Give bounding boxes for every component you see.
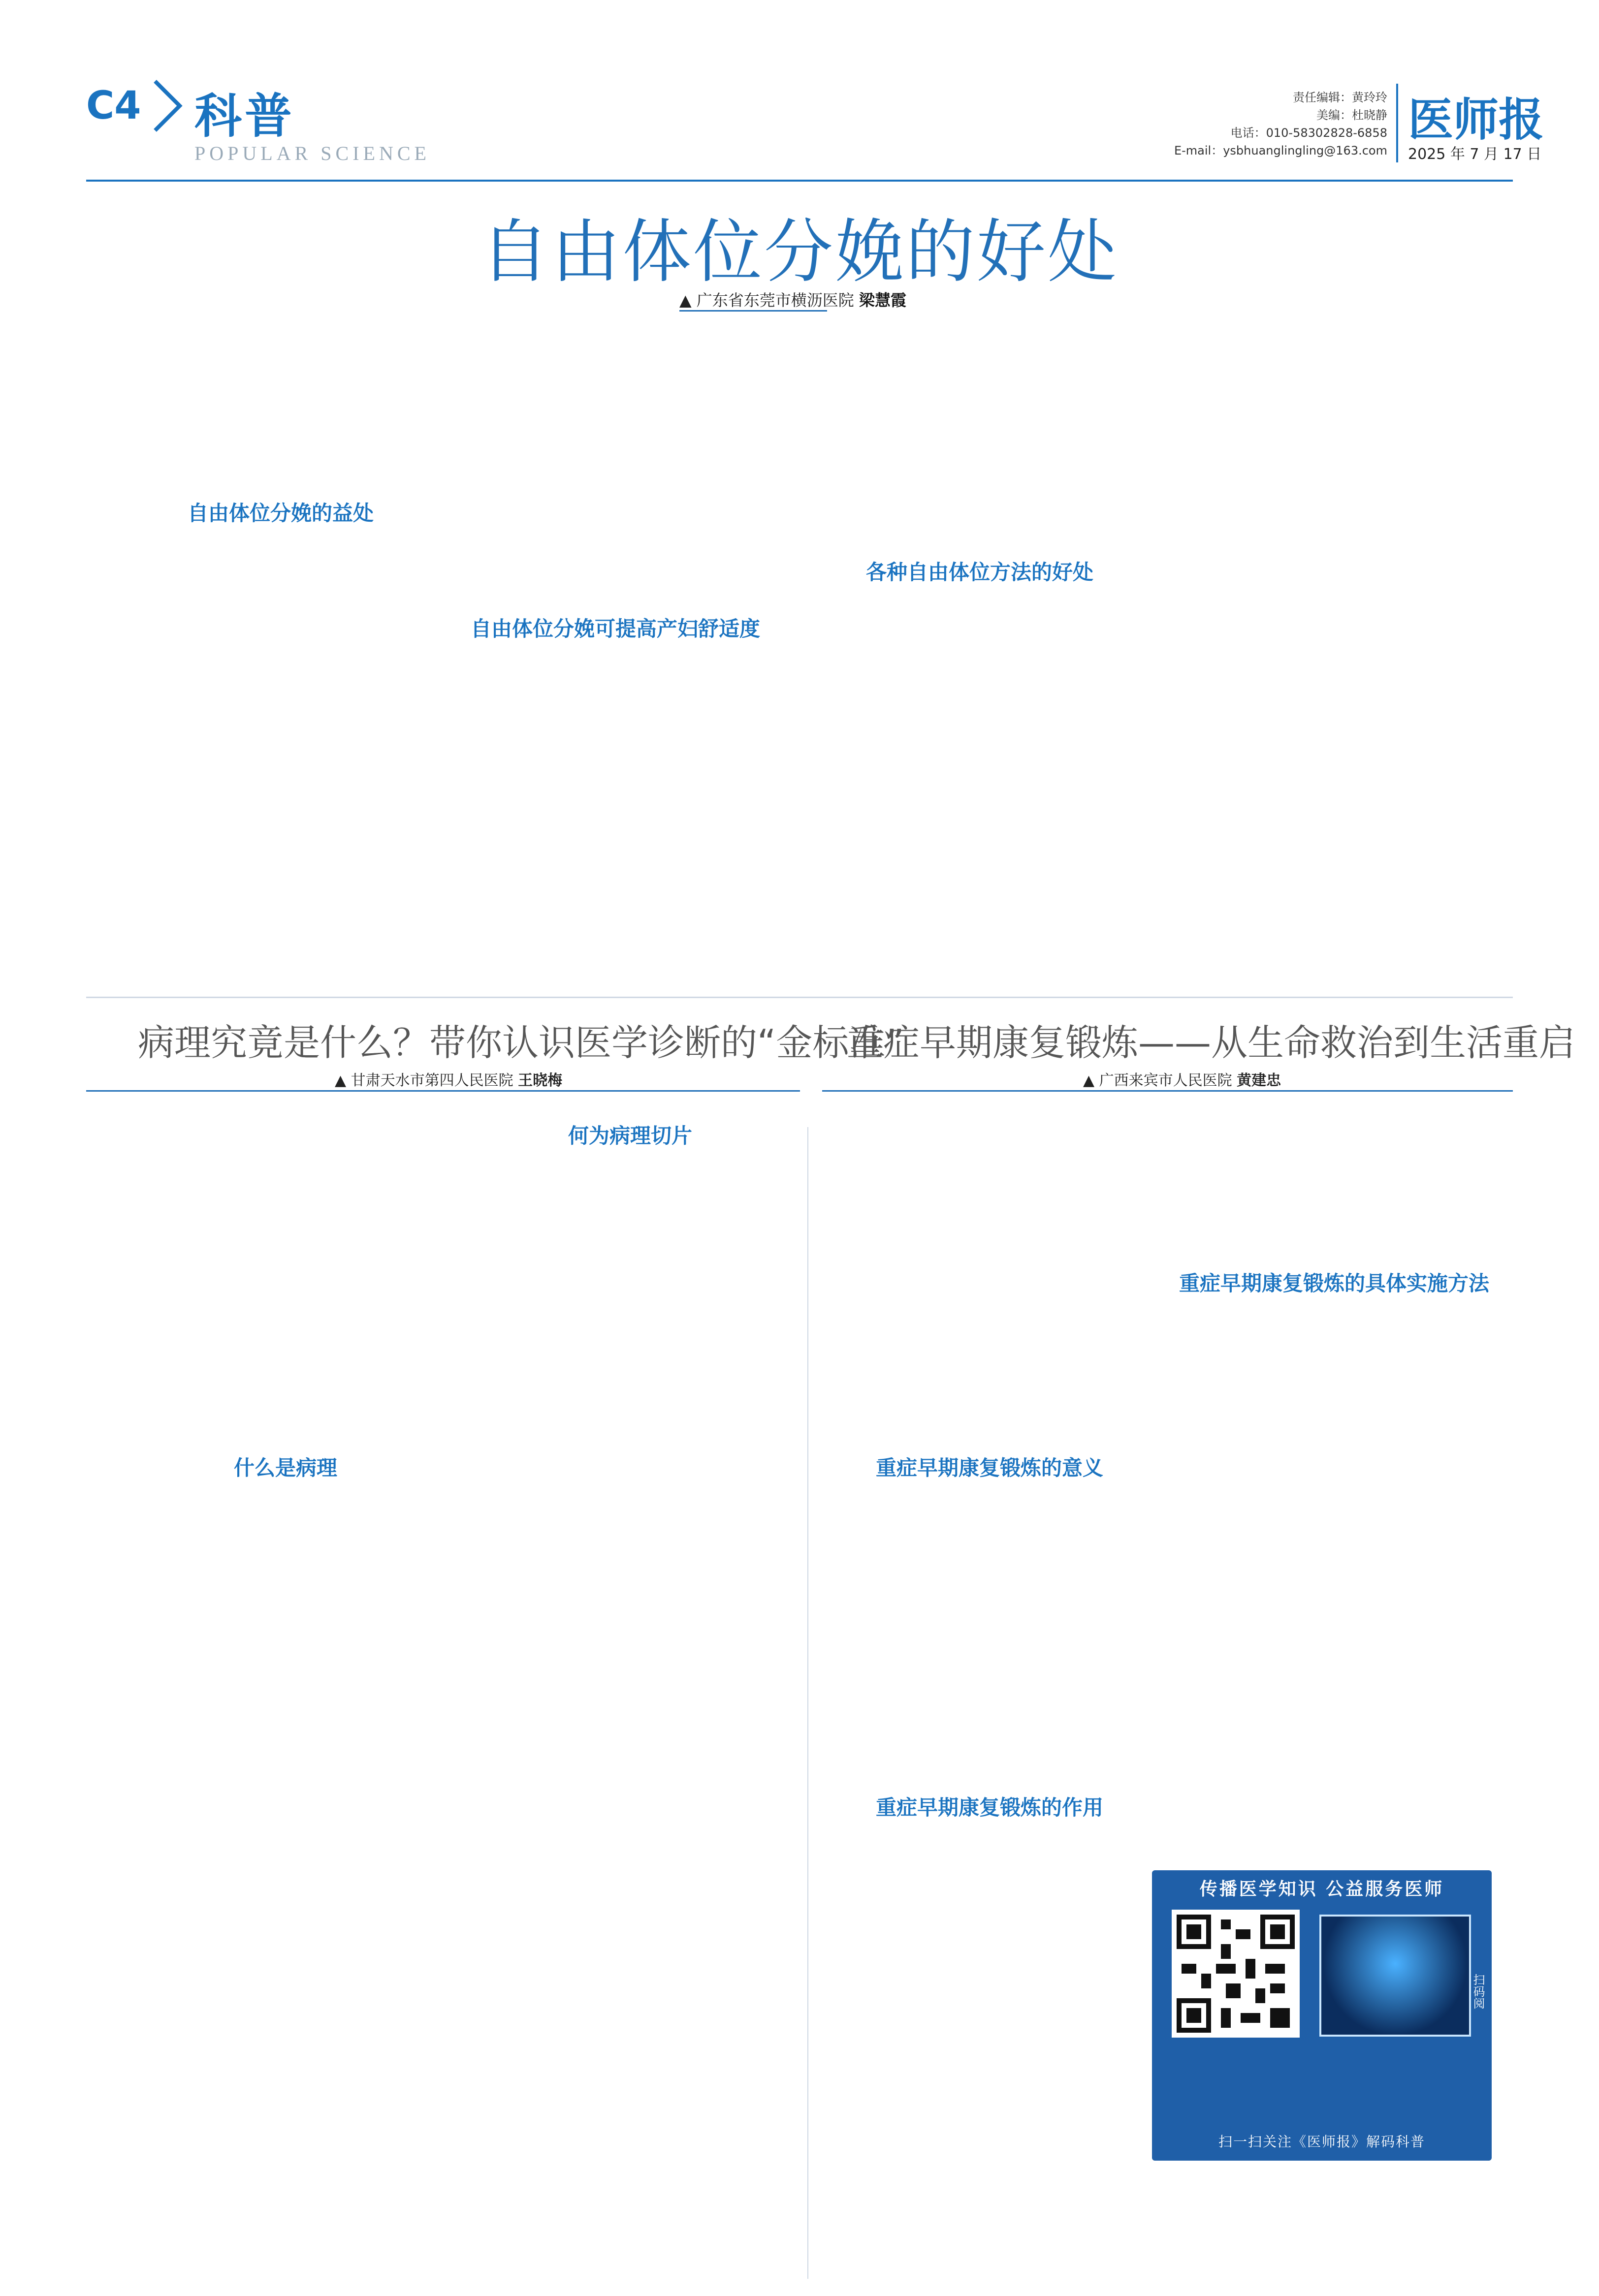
article1-author: 梁慧霞 [859,291,906,310]
credit-phone: 电话：010-58302828-6858 [1230,126,1387,140]
article1-subhead-2: 自由体位分娩可提高产妇舒适度 [470,617,760,641]
promo-slogan: 传播医学知识 公益服务医师 [1199,1879,1444,1899]
page-number: C4 [86,84,141,128]
article2-subhead-1: 什么是病理 [233,1456,337,1480]
article3-subhead-3: 重症早期康复锻炼的具体实施方法 [1179,1271,1489,1295]
credit-editor: 责任编辑：黄玲玲 [1293,91,1387,104]
article2-author: 王晓梅 [518,1072,563,1089]
article2-byline-rule [86,1090,800,1092]
article3-headline: 重症早期康复锻炼——从生命救治到生活重启 [847,1022,1575,1064]
article2-headline: 病理究竟是什么？带你认识医学诊断的“金标准” [138,1022,904,1064]
article1-subhead-3: 各种自由体位方法的好处 [865,560,1093,584]
promo-footer: 扫一扫关注《医师报》解码科普 [1218,2134,1425,2150]
promo-side-label: 扫码阅 [1471,1974,1485,2009]
article1-byline-rule [679,310,827,312]
article3-subhead-2: 重症早期康复锻炼的作用 [875,1795,1103,1820]
column-divider [807,1127,808,2279]
newspaper-logo: 医师报 [1408,93,1544,146]
credit-email: E-mail：ysbhuanglingling@163.com [1174,144,1387,157]
article1-affiliation: ▲ 广东省东莞市横沥医院 [679,291,854,310]
section-rule [86,997,1513,998]
article3-affiliation: ▲ 广西来宾市人民医院 [1083,1072,1232,1089]
section-title-en: POPULAR SCIENCE [194,142,430,164]
article1-subhead-1: 自由体位分娩的益处 [187,501,374,525]
issue-date: 2025 年 7 月 17 日 [1408,146,1542,163]
article1-headline: 自由体位分娩的好处 [480,212,1119,292]
chevron-right-icon [150,79,185,133]
qr-code-icon[interactable] [1172,1910,1300,2038]
article3-byline [1083,1068,1281,1090]
editor-credits [993,89,1387,159]
article3-author: 黄建忠 [1237,1072,1281,1089]
article3-subhead-1: 重症早期康复锻炼的意义 [875,1456,1103,1480]
article1-byline [679,288,906,311]
masthead-divider [1396,84,1398,162]
article3-byline-rule [822,1090,1513,1092]
promo-video-thumbnail[interactable] [1319,1915,1471,2037]
article2-affiliation: ▲ 甘肃天水市第四人民医院 [335,1072,513,1089]
credit-designer: 美编：杜晓静 [1316,108,1387,122]
article2-subhead-2: 何为病理切片 [568,1124,692,1148]
article2-byline [335,1068,562,1090]
masthead-rule [86,180,1513,182]
section-title: 科普 [194,89,295,144]
